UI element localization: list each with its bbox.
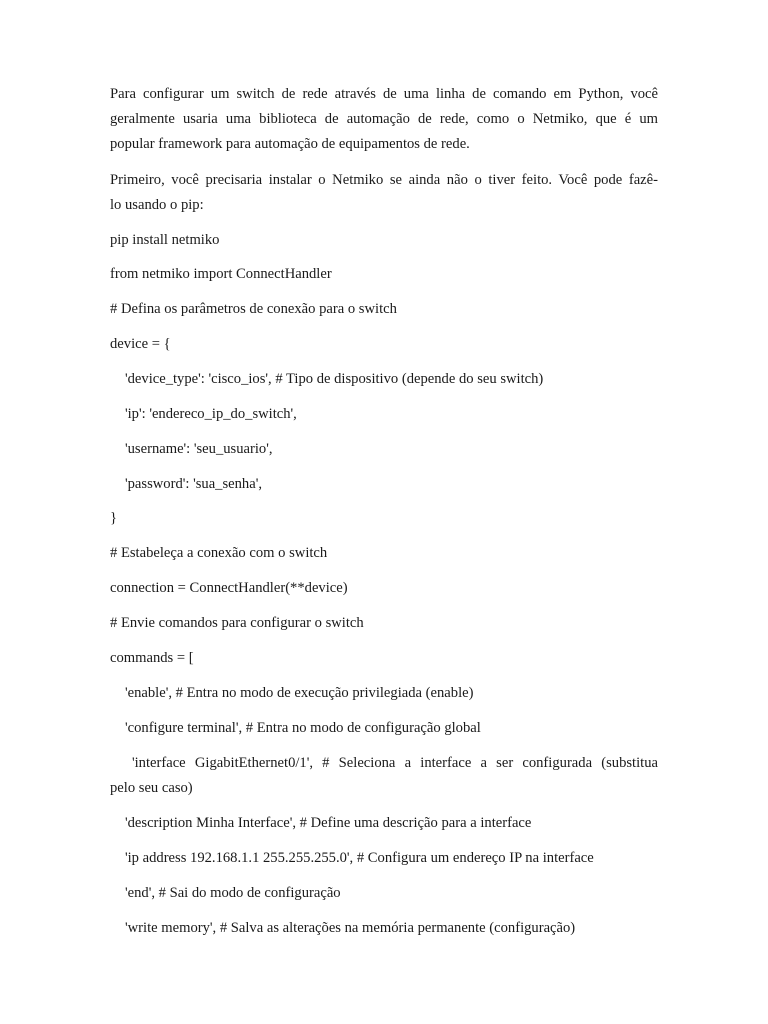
code-device-type: 'device_type': 'cisco_ios', # Tipo de dispositivo (depende do seu switch) [125,371,544,387]
code-device-ip: 'ip': 'endereco_ip_do_switch', [125,406,297,422]
code-comment-connect: # Estabeleça a conexão com o switch [110,545,328,561]
code-comment-commands: # Envie comandos para configurar o switch [110,615,364,631]
install-intro-line-1: Primeiro, você precisaria instalar o Netmiko se ainda não o tiver feito. Você pode fazê- [110,172,658,188]
intro-line-3: popular framework para automação de equipamentos de rede. [110,136,470,152]
code-device-open: device = { [110,336,171,352]
code-cmd-interface-line-2: pelo seu caso) [110,780,193,796]
code-import: from netmiko import ConnectHandler [110,266,332,282]
code-cmd-interface-line-1: 'interface GigabitEthernet0/1', # Seleciona a interface a ser configurada (substitua [132,755,658,771]
code-cmd-enable: 'enable', # Entra no modo de execução privilegiada (enable) [125,685,474,701]
intro-line-1: Para configurar um switch de rede através de uma linha de comando em Python, você [110,86,658,102]
code-cmd-ip-address: 'ip address 192.168.1.1 255.255.255.0', # Configura um endereço IP na interface [125,850,594,866]
code-pip-install: pip install netmiko [110,232,220,248]
code-cmd-end: 'end', # Sai do modo de configuração [125,885,341,901]
code-device-username: 'username': 'seu_usuario', [125,441,273,457]
code-comment-params: # Defina os parâmetros de conexão para o switch [110,301,397,317]
code-commands-open: commands = [ [110,650,194,666]
install-intro-line-2: lo usando o pip: [110,197,204,213]
intro-line-2: geralmente usaria uma biblioteca de automação de rede, como o Netmiko, que é um [110,111,658,127]
code-connection: connection = ConnectHandler(**device) [110,580,348,596]
code-device-close: } [110,510,118,526]
code-device-password: 'password': 'sua_senha', [125,476,262,492]
code-cmd-write: 'write memory', # Salva as alterações na memória permanente (configuração) [125,920,576,936]
code-cmd-description: 'description Minha Interface', # Define uma descrição para a interface [125,815,532,831]
code-cmd-configure: 'configure terminal', # Entra no modo de configuração global [125,720,481,736]
